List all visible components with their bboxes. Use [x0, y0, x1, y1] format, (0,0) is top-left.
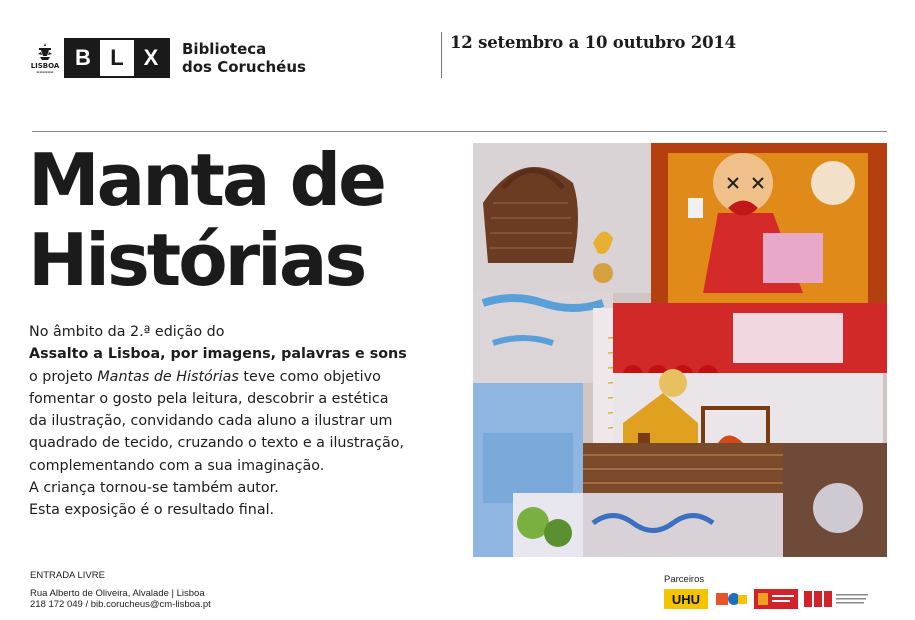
horizontal-rule [32, 131, 887, 132]
crest-icon [35, 42, 55, 62]
library-name-line1: Biblioteca [182, 40, 267, 58]
title-line1: Manta de [28, 138, 384, 222]
page-title [28, 140, 384, 300]
footer-info [30, 570, 211, 610]
description-line [29, 366, 444, 388]
header-divider [441, 32, 442, 78]
lisboa-logo [32, 42, 58, 74]
lisboa-fine-print: ▬▬▬▬▬▬ [36, 70, 54, 74]
partner-logos [664, 589, 870, 609]
description-line: complementando com a sua imaginação. [29, 457, 325, 474]
description-line: da ilustração, convidando cada aluno a ilustrar um [29, 413, 393, 430]
address-text: Rua Alberto de Oliveira, Alvalade | Lisboa [30, 588, 205, 599]
description-line: fomentar o gosto pela leitura, descobrir a estética [29, 390, 389, 407]
description-line: quadrado de tecido, cruzando o texto e a ilustração, [29, 435, 405, 452]
blx-letter-b: B [66, 40, 100, 76]
library-name [182, 40, 306, 76]
title-line2: Histórias [28, 218, 365, 302]
uhu-logo-text: UHU [671, 592, 701, 607]
header-logos [32, 38, 306, 78]
lisboa-wordmark: LISBOA [30, 62, 60, 70]
blx-logo [64, 38, 170, 78]
partners-label: Parceiros [664, 574, 705, 585]
entry-label: ENTRADA LIVRE [30, 570, 105, 581]
project-name: Mantas de Histórias [97, 368, 239, 385]
blx-letter-x: X [134, 40, 168, 76]
partner-logo-2 [714, 589, 748, 609]
contact-text: 218 172 049 / bib.corucheus@cm-lisboa.pt [30, 599, 211, 610]
description [29, 321, 444, 522]
description-text: o projeto [29, 368, 98, 385]
blx-letter-l: L [100, 40, 134, 76]
partners-block [664, 574, 870, 609]
rede-bibliotecas-logo [804, 589, 870, 609]
event-dates: 12 setembro a 10 outubro 2014 [450, 33, 736, 52]
uhu-logo [664, 589, 708, 609]
description-line: No âmbito da 2.ª edição do [29, 324, 225, 340]
event-name: Assalto a Lisboa, por imagens, palavras e sons [29, 346, 407, 363]
partner-logo-3 [754, 589, 798, 609]
library-name-line2: dos Coruchéus [182, 58, 306, 76]
quilt-photo [473, 143, 887, 557]
description-line: A criança tornou-se também autor. [29, 480, 279, 497]
description-line: Esta exposição é o resultado final. [29, 502, 275, 519]
description-text: teve como objetivo [238, 368, 381, 385]
